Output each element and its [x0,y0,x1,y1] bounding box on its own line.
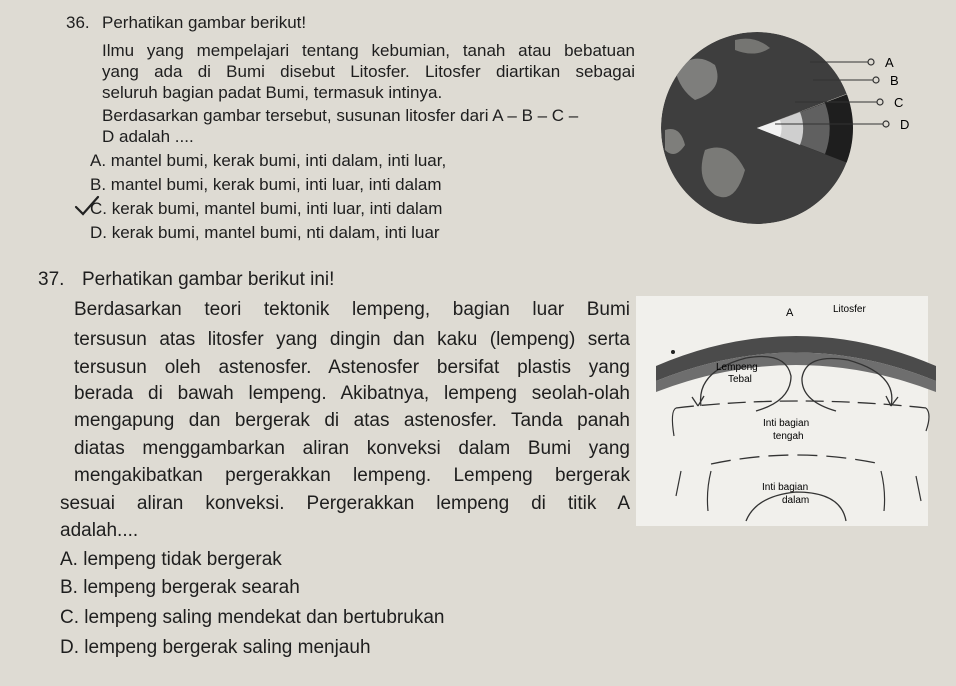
question-37-line-5: mengapung dan bergerak di atas astenosfer. Tanda panah [74,410,630,431]
question-37-line-8: sesuai aliran konveksi. Pergerakkan lempeng di titik A [60,493,630,514]
label-a: A [885,55,894,70]
earth-layers-diagram [635,30,935,230]
question-37-line-4: berada di bawah lempeng. Akibatnya, lempeng seolah-olah [74,383,630,404]
inti-tengah-label-2: tengah [773,431,804,442]
question-36-line-3: seluruh bagian padat Bumi, termasuk intinya. [102,83,443,102]
question-37-line-3: tersusun oleh astenosfer. Astenosfer bersifat plastis yang [74,357,630,378]
point-a-label: A [786,307,794,319]
litosfer-label: Litosfer [833,304,866,315]
question-37-option-d: D. lempeng bergerak saling menjauh [60,637,371,658]
tebal-label: Tebal [728,374,752,385]
label-d: D [900,117,910,132]
question-37-line-1: Berdasarkan teori tektonik lempeng, bagian luar Bumi [74,299,630,320]
question-37-line-6: diatas menggambarkan aliran konveksi dalam Bumi yang [74,438,630,459]
question-36-option-c: C. kerak bumi, mantel bumi, inti luar, inti dalam [90,199,443,218]
marker-d [883,121,889,127]
question-36-number: 36. [66,13,90,32]
question-37-option-b: B. lempeng bergerak searah [60,577,300,598]
label-c: C [894,95,904,110]
question-36-option-a: A. mantel bumi, kerak bumi, inti dalam, inti luar, [90,151,447,170]
question-37-line-7: mengakibatkan pergerakkan lempeng. Lempeng bergerak [74,465,630,486]
question-36-line-4: Berdasarkan gambar tersebut, susunan litosfer dari A – B – C – [102,106,579,125]
question-36-title: Perhatikan gambar berikut! [102,13,307,32]
marker-c [877,99,883,105]
question-36-line-2: yang ada di Bumi disebut Litosfer. Litosfer diartikan sebagai [102,62,635,81]
question-37-number: 37. [38,269,65,290]
answer-check-mark [72,194,102,218]
lempeng-label: Lempeng [716,362,758,373]
marker-a [868,59,874,65]
question-37-option-c: C. lempeng saling mendekat dan bertubrukan [60,607,445,628]
marker-b [873,77,879,83]
question-37-title: Perhatikan gambar berikut ini! [82,269,335,290]
inti-dalam-label-1: Inti bagian [762,482,809,493]
question-37-line-9: adalah.... [60,520,139,541]
question-36-line-5: D adalah .... [102,127,194,146]
question-36-line-1: Ilmu yang mempelajari tentang kebumian, tanah atau bebatuan [102,41,635,60]
inti-dalam-label-2: dalam [782,495,810,506]
convection-diagram [636,296,956,526]
label-b: B [890,73,899,88]
question-36-option-d: D. kerak bumi, mantel bumi, nti dalam, inti luar [90,223,440,242]
question-37-line-2: tersusun atas litosfer yang dingin dan kaku (lempeng) serta [74,329,630,350]
question-37-option-a: A. lempeng tidak bergerak [60,549,282,570]
question-36-option-b: B. mantel bumi, kerak bumi, inti luar, inti dalam [90,175,442,194]
inti-tengah-label-1: Inti bagian [763,418,810,429]
point-a-marker [671,350,675,354]
